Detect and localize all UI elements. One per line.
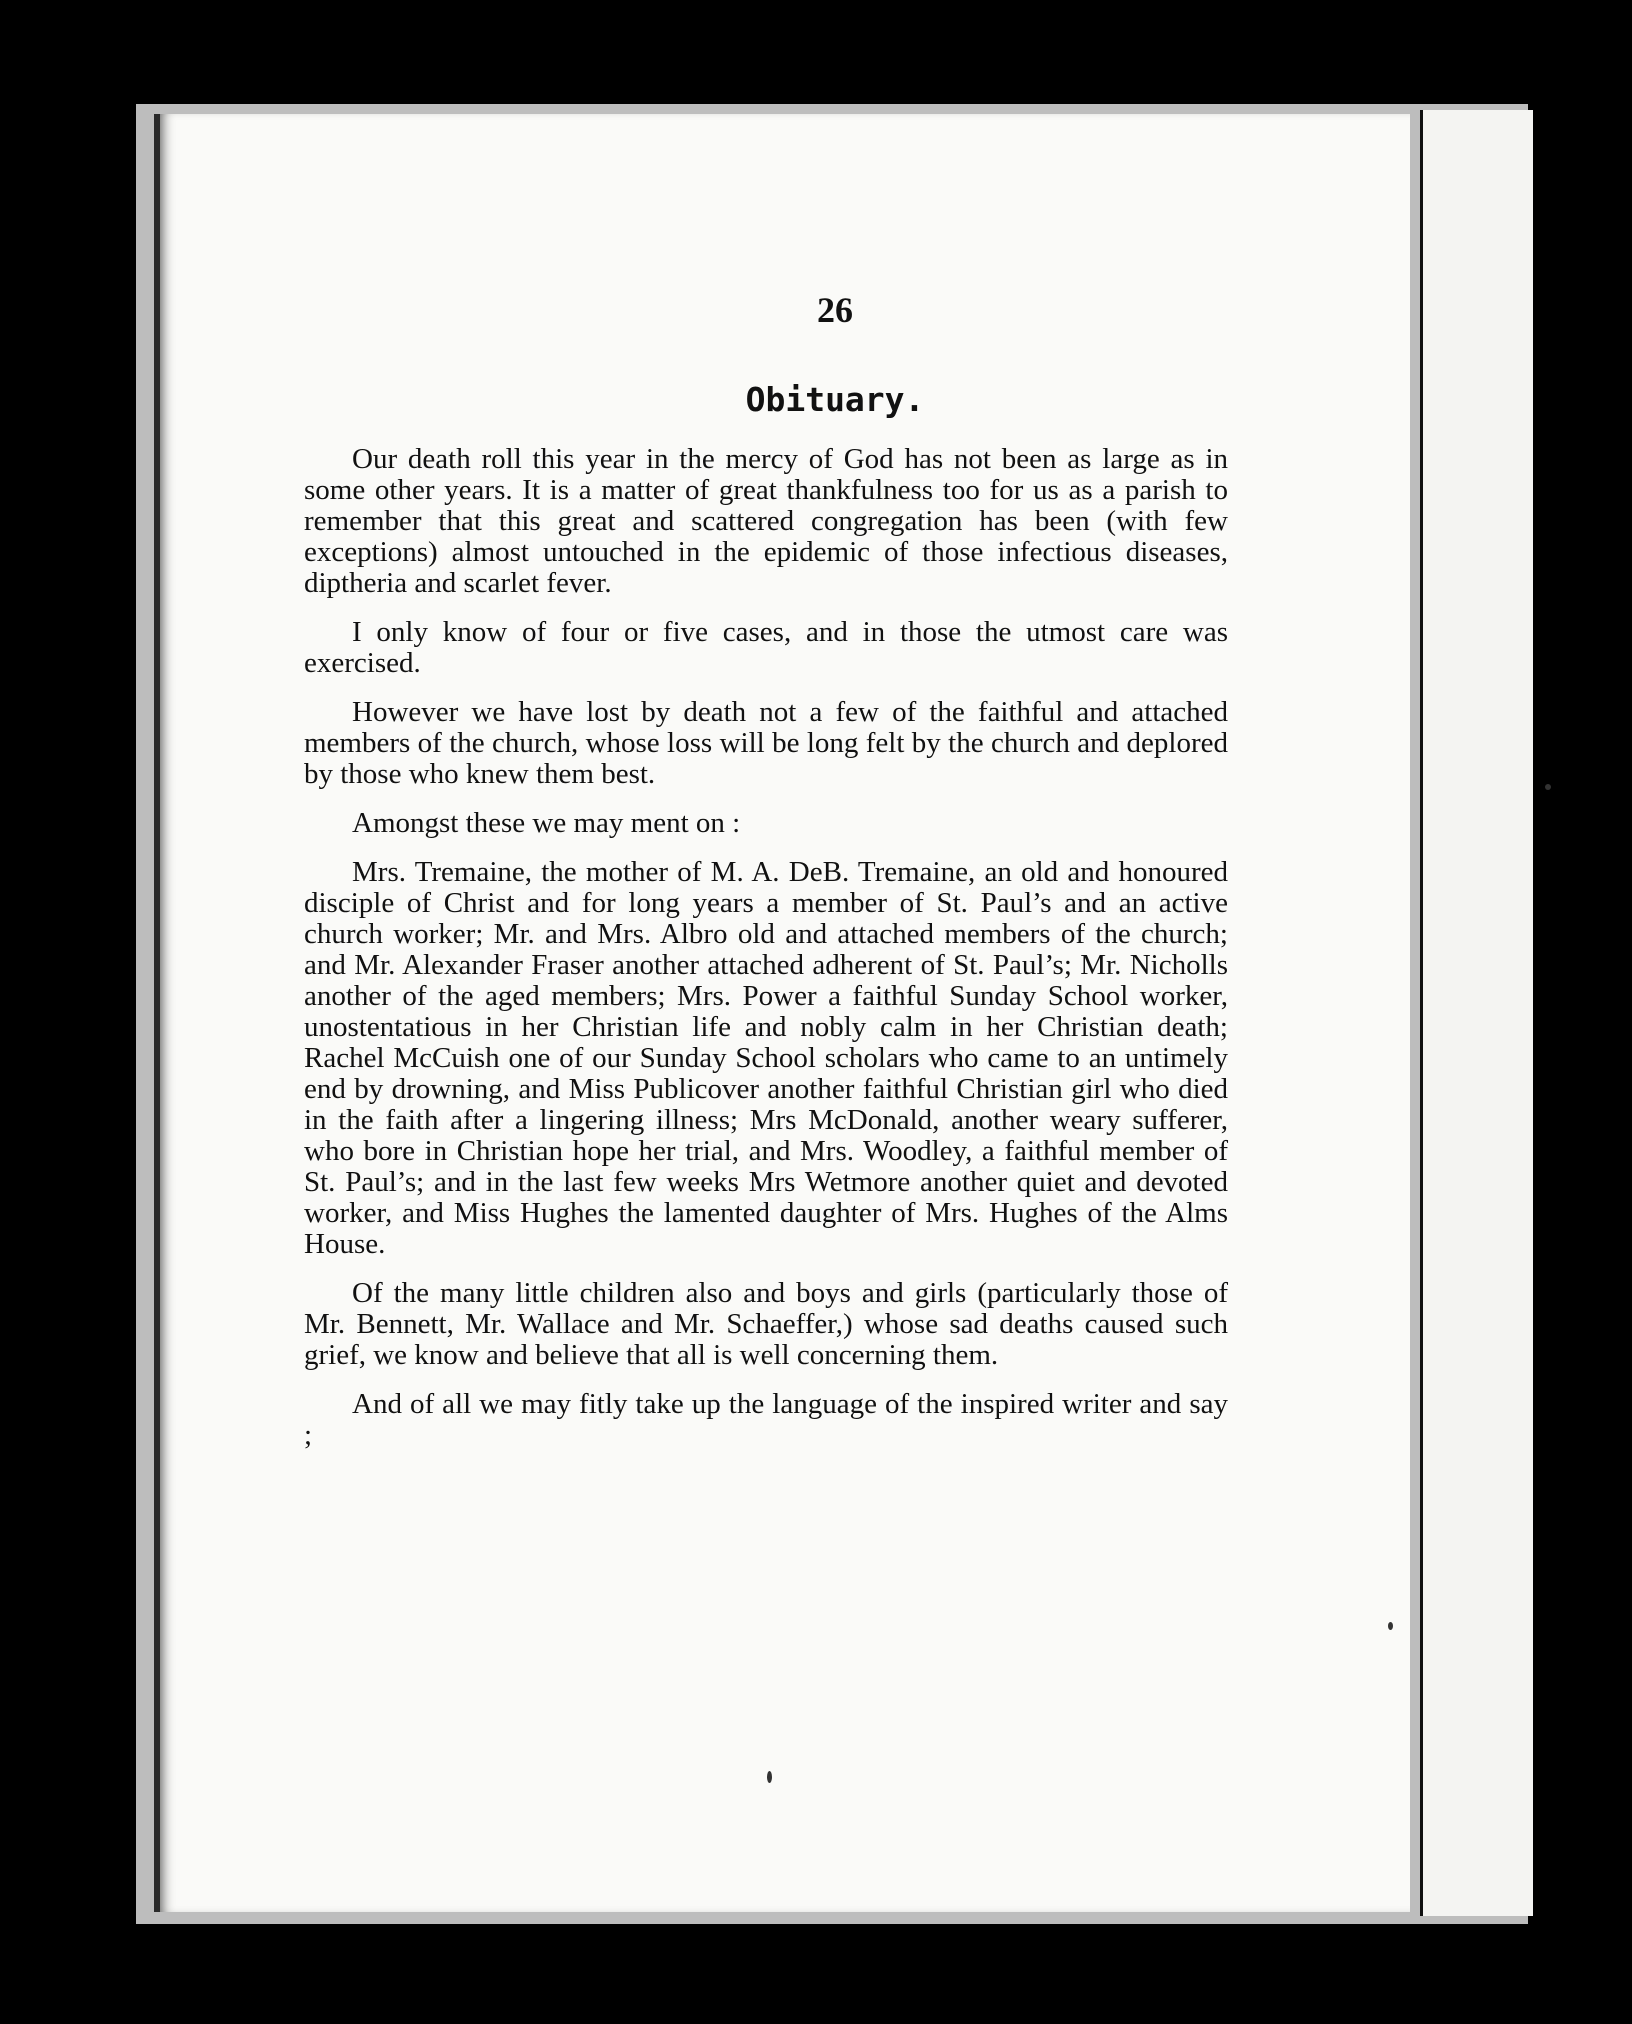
paragraph-closing: And of all we may fitly take up the language of the inspired writer and say ; [304,1388,1228,1451]
paragraph-cases: I only know of four or five cases, and in those the utmost care was exercised. [304,616,1228,679]
scan-speck [1545,784,1551,790]
paragraph-death-roll: Our death roll this year in the mercy of God has not been as large as in some other years. It is a matter of great thankfulness too for us as a parish to remember that this great and scattered congregation has been (with few exceptions) almost untouched in the epidemic of those infectious diseases, diptheria and scarlet fever. [304,443,1228,599]
paragraph-members-list: Mrs. Tremaine, the mother of M. A. DeB. Tremaine, an old and honoured disciple of Christ and for long years a member of St. Paul’s and an active church worker; Mr. and Mrs. Albro old and attached members of the church; and Mr. Alexander Fraser another attached adherent of St. Paul’s; Mr. Nicholls another of the aged members; Mrs. Power a faithful Sunday School worker, unostentatious in her Christian life and nobly calm in her Christian death; Rachel McCuish one of our Sunday School scholars who came to an untimely end by drowning, and Miss Publicover another faithful Christian girl who died in the faith after a lingering illness; Mrs McDonald, another weary sufferer, who bore in Christian hope her trial, and Mrs. Woodley, a faithful member of St. Paul’s; and in the last few weeks Mrs Wetmore another quiet and devoted worker, and Miss Hughes the lamented daughter of Mrs. Hughes of the Alms House. [304,856,1228,1260]
page-number: 26 [817,290,853,330]
facing-page-edge [1420,110,1533,1916]
paragraph-children: Of the many little children also and boys and girls (particularly those of Mr. Bennett, Mr. Wallace and Mr. Schaeffer,) whose sad deaths caused such grief, we know and believe that all is well concerning them. [304,1277,1228,1371]
body-text [304,444,1228,1469]
scan-speck [1388,1622,1393,1630]
paragraph-losses: However we have lost by death not a few of the faithful and attached members of the church, whose loss will be long felt by the church and deplored by those who knew them best. [304,696,1228,790]
page-title: Obituary. [745,380,925,419]
document-page [154,114,1410,1912]
paragraph-amongst: Amongst these we may ment on : [352,807,741,839]
scan-speck [767,1771,772,1783]
